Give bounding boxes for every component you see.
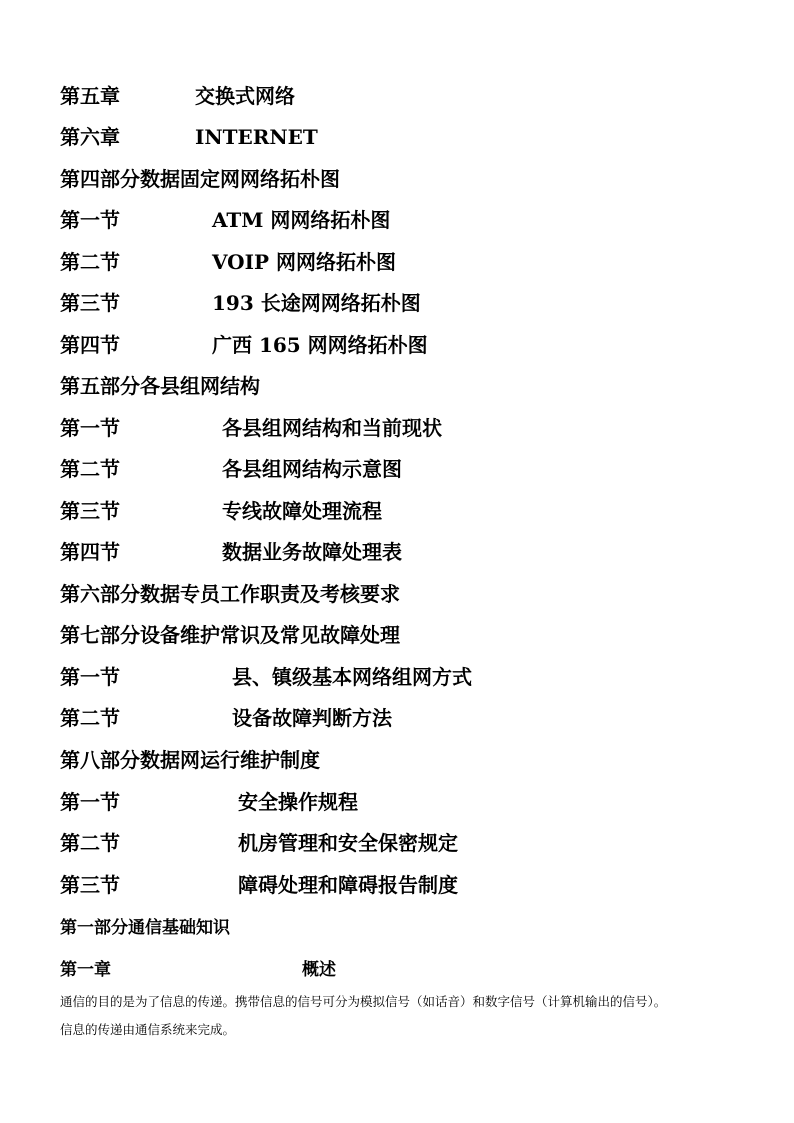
toc-section xyxy=(60,790,358,814)
toc-section xyxy=(60,540,402,564)
toc-chapter-6 xyxy=(60,125,318,149)
toc-number: 第二节 xyxy=(60,831,120,855)
toc-title: 机房管理和安全保密规定 xyxy=(238,831,458,855)
toc-number: 第四节 xyxy=(60,540,120,564)
toc-title: INTERNET xyxy=(195,125,318,149)
toc-number: 第三节 xyxy=(60,291,120,315)
toc-part-5: 第五部分各县组网结构 xyxy=(60,374,260,398)
paragraph-line: 信息的传递由通信系统来完成。 xyxy=(60,1022,236,1037)
toc-number: 第六章 xyxy=(60,125,120,149)
toc-title: 专线故障处理流程 xyxy=(222,499,382,523)
toc-number: 第二节 xyxy=(60,706,120,730)
toc-section xyxy=(60,208,390,232)
toc-chapter-5 xyxy=(60,84,295,108)
toc-number: 第一节 xyxy=(60,665,120,689)
toc-title: 县、镇级基本网络组网方式 xyxy=(232,665,472,689)
toc-number: 第一节 xyxy=(60,790,120,814)
toc-number: 第三节 xyxy=(60,499,120,523)
toc-number: 第二节 xyxy=(60,250,120,274)
toc-title: 安全操作规程 xyxy=(238,790,358,814)
toc-number: 第五章 xyxy=(60,84,120,108)
toc-title: VOIP 网网络拓朴图 xyxy=(212,250,396,274)
toc-part-4: 第四部分数据固定网网络拓朴图 xyxy=(60,167,340,191)
toc-section xyxy=(60,291,421,315)
toc-title: 交换式网络 xyxy=(195,84,295,108)
toc-title: 各县组网结构和当前现状 xyxy=(222,416,442,440)
toc-section xyxy=(60,706,392,730)
toc-title: 各县组网结构示意图 xyxy=(222,457,402,481)
toc-section xyxy=(60,831,458,855)
toc-part-8: 第八部分数据网运行维护制度 xyxy=(60,748,320,772)
toc-title: 广西 165 网网络拓朴图 xyxy=(212,333,428,357)
toc-title: 障碍处理和障碍报告制度 xyxy=(238,873,458,897)
toc-section xyxy=(60,333,428,357)
paragraph-line: 通信的目的是为了信息的传递。携带信息的信号可分为模拟信号（如话音）和数字信号（计算机输出的信号）。 xyxy=(60,994,667,1009)
toc-number: 第二节 xyxy=(60,457,120,481)
toc-number: 第一节 xyxy=(60,416,120,440)
part-heading: 第一部分通信基础知识 xyxy=(60,918,230,938)
toc-section xyxy=(60,457,402,481)
toc-number: 第三节 xyxy=(60,873,120,897)
chapter-heading xyxy=(60,958,336,982)
toc-section xyxy=(60,873,458,897)
toc-number: 第四节 xyxy=(60,333,120,357)
toc-title: ATM 网网络拓朴图 xyxy=(212,208,391,232)
chapter-title: 概述 xyxy=(302,960,336,980)
chapter-number: 第一章 xyxy=(60,960,111,980)
toc-section xyxy=(60,416,442,440)
toc-section xyxy=(60,250,396,274)
toc-part-7: 第七部分设备维护常识及常见故障处理 xyxy=(60,623,400,647)
toc-section xyxy=(60,665,472,689)
toc-section xyxy=(60,499,382,523)
toc-part-6: 第六部分数据专员工作职责及考核要求 xyxy=(60,582,400,606)
toc-title: 193 长途网网络拓朴图 xyxy=(212,291,421,315)
toc-title: 设备故障判断方法 xyxy=(232,706,392,730)
toc-number: 第一节 xyxy=(60,208,120,232)
toc-title: 数据业务故障处理表 xyxy=(222,540,402,564)
